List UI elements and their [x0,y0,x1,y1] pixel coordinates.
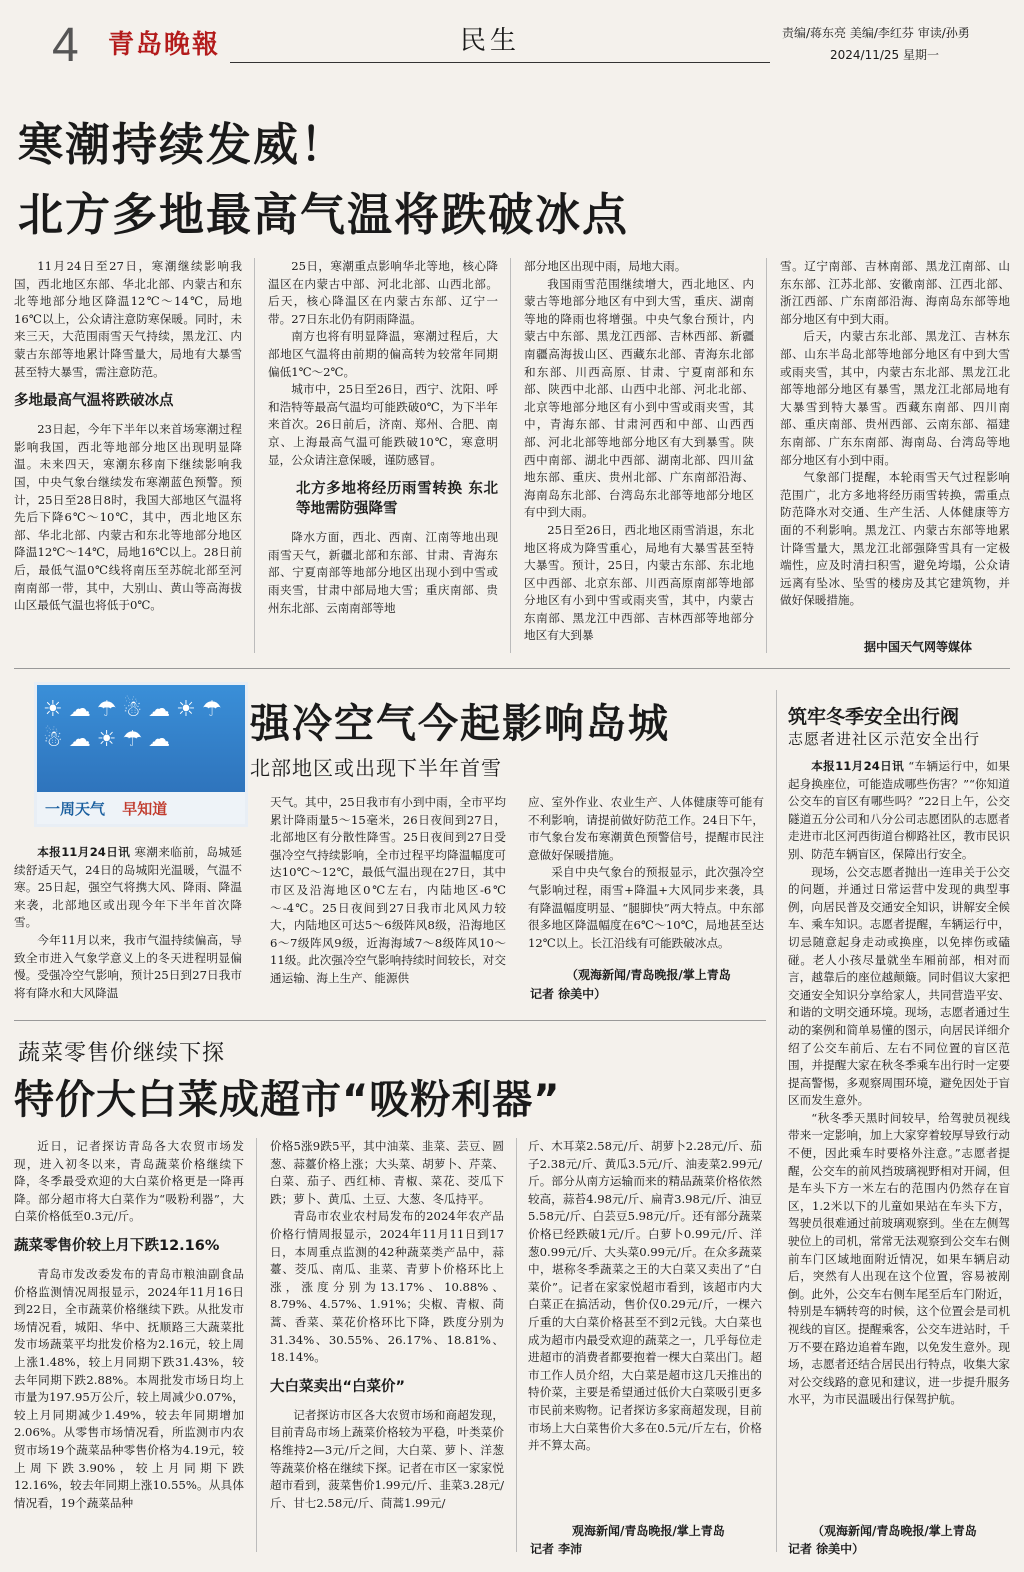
subheading: 大白菜卖出“白菜价” [270,1378,406,1395]
newspaper-logo: 青岛晚報 [108,30,221,60]
paragraph: 近日，记者探访青岛各大农贸市场发现，进入初冬以来，青岛蔬菜价格继续下降，冬季最受欢迎的大白菜价格更是一降再降。部分超市将大白菜作为“吸粉利器”，大白菜价格低至0.3元/斤。 [14,1139,244,1224]
paragraph: 雪。辽宁南部、吉林南部、黑龙江南部、山东东部、江苏北部、安徽南部、江西北部、浙江西部、广东南部沿海、海南岛东部等地部分地区有中到大雨。 [780,259,1010,326]
weather-icons: ☀☁☂☃☁☀☂☃☁☀☂☁ [43,697,228,752]
article1-headline-1: 寒潮持续发威！ [18,118,348,171]
article2-reporter: 记者 徐美中） [530,987,607,1001]
article4-source: 观海新闻/青岛晚报/掌上青岛 [572,1524,725,1538]
paragraph: 部分地区出现中雨，局地大雨。 [524,259,687,273]
paragraph: 25日，寒潮重点影响华北等地，核心降温区在内蒙古中部、河北北部、山西北部。后天，核心降温区在内蒙古东部、辽宁一带。27日东北仍有阴雨降温。 [268,259,498,326]
dateline: 本报11月24日讯 [37,845,131,859]
paragraph: 记者探访市区各大农贸市场和商超发现，目前青岛市场上蔬菜价格较为平稳，叶类菜价格维持2—3元/斤之间，大白菜、萝卜、洋葱等蔬菜价格在继续下探。记者在市区一家家悦超市看到，菠菜售价1.99元/斤、韭菜3.28元/斤、甘七2.58元/斤、茼蒿1.99元/ [270,1407,504,1510]
paragraph: 25日至26日，西北地区雨雪消退，东北地区将成为降雪重心，局地有大暴雪甚至特大暴雪。预计，25日，内蒙古东部、东北地区中西部、北京东部、川西高原南部等地部分地区有小到中雪或雨夹雪，其中，内蒙古东南部、黑龙江中西部、吉林西部等地部分地区有大到暴 [524,522,754,643]
paragraph: “车辆运行中，如果起身换座位，可能造成哪些伤害？”“你知道公交车的盲区有哪些吗？”22日上午，公交隧道五分公司和八分公司志愿团队的志愿者走进市北区河西街道台柳路社区，教市民识别、防范车辆盲区，保障出行安全。 [788,759,1010,861]
column-divider [776,690,777,1552]
article1-col-1 [14,258,242,658]
article4-reporter: 记者 李沛 [530,1542,583,1556]
weather-label-know: 早知道 [122,800,168,818]
article1-source: 据中国天气网等媒体 [864,640,973,654]
paragraph: 青岛市发改委发布的青岛市粮油副食品价格监测情况周报显示，2024年11月16日到22日，全市蔬菜价格继续下跌。从批发市场情况看，城阳、华中、抚顺路三大蔬菜批发市场蔬菜平均批发价格为2.16元，较上周上涨1.48%，较上月同期下跌31.43%，较去年同期下跌2.88%。本周批发市场日均上市量为197.95万公斤，较上周减少0.07%，较上月同期减少1.49%，较去年同期增加2.06%。从零售市场情况看，所监测市内农贸市场19个蔬菜品种零售价格为4.19元，较上周下跌3.90%，较上月同期下跌12.16%，较去年同期上涨10.55%。从具体情况看，19个蔬菜品种 [14,1266,244,1510]
paragraph: 天气。其中，25日我市有小到中雨，全市平均累计降雨量5～15毫米，26日夜间到27日，北部地区有分散性降雪。25日夜间到27日受强冷空气持续影响，全市过程平均降温幅度可达10℃～12℃，最低气温出现在27日，其中市区及沿海地区0℃左右，内陆地区-6℃～-4℃。25日夜间到27日我市北风风力较大，内陆地区可达5～6级阵风8级，沿海地区6～7级阵风9级，近海海域7～8级阵风10～11级。此次强冷空气影响持续时间较长，对交通运输、海上生产、能源供 [270,795,506,985]
paragraph: 寒潮来临前，岛城延续舒适天气，24日的岛城阳光温暖，气温不寒。25日起，强空气将携大风、降雨、降温来袭，北部地区或出现今年下半年首次降雪。 [14,845,242,930]
article2-col-2 [270,794,506,1004]
column-divider [516,1138,517,1552]
section-divider [14,668,1010,669]
section-title: 民生 [460,26,521,56]
paragraph: 城市中，25日至26日，西宁、沈阳、呼和浩特等最高气温均可能跌破0℃，为下半年来首次。26日前后，济南、郑州、合肥、南京、上海最高气温可能跌破10℃，寒意明显，公众请注意保暖，谨防感冒。 [268,382,498,467]
subheading: 多地最高气温将跌破冰点 [14,393,174,410]
paragraph: 23日起，今年下半年以来首场寒潮过程影响我国，西北等地部分地区出现明显降温。未来四天，寒潮东移南下继续影响我国，中央气象台继续发布寒潮蓝色预警。预计，25日至28日8时，我国大部地区气温将先后下降6℃～10℃，其中，西北地区东部、华北北部、内蒙古和东北等地部分地区降温12℃～14℃，局地16℃以上。28日前后，最低气温0℃线将南压至苏皖北部至河南南部一带，其中，大别山、黄山等高海拔山区最低气温也将低于0℃。 [14,422,242,613]
weather-card-label [37,792,245,824]
article4-col-2 [270,1138,504,1558]
subheading: 蔬菜零售价较上月下跌12.16% [14,1237,220,1254]
weather-card [34,682,248,827]
paragraph: 应、室外作业、农业生产、人体健康等可能有不利影响，请提前做好防范工作。24日下午，市气象台发布寒潮黄色预警信号，提醒市民注意做好保暖措施。 [528,795,764,862]
paragraph: 青岛市农业农村局发布的2024年农产品价格行情周报显示，2024年11月11日到17日，本周重点监测的42种蔬菜类产品中，蒜薹、茭瓜、南瓜、韭菜、青萝卜价格环比上涨，涨度分别为13.17%、10.88%、8.79%、4.57%、1.91%；尖椒、青椒、茼蒿、香菜、菜花价格环比下降，跌度分别为31.34%、30.55%、26.17%、18.81%、18.14%。 [270,1209,504,1365]
article2-subhead: 北部地区或出现下半年首雪 [250,756,502,780]
article1-col-2 [268,258,498,658]
paragraph: 11月24日至27日，寒潮继续影响我国，西北地区东部、华北北部、内蒙古和东北等地部分地区降温12℃～14℃，局地16℃以上，公众请注意防寒保暖。同时，未来三天，大范围雨雪天气持续，黑龙江、内蒙古东部等地累计降雪量大，局地有大暴雪甚至特大暴雪，需注意防范。 [14,259,242,379]
column-divider [766,258,767,653]
paragraph: 气象部门提醒，本轮雨雪天气过程影响范围广，北方多地将经历雨雪转换，需重点防范降水对交通、生产生活、人体健康等方面的不利影响。黑龙江、内蒙古东部等地累计降雪量大，黑龙江北部强降雪具有一定极端性，应及时清扫积雪，避免垮塌，公众请远离有坠冰、坠雪的楼房及其它建筑物，并做好保暖措施。 [780,470,1010,608]
column-divider [254,258,255,653]
editor-credits [782,22,1012,66]
paragraph: “秋冬季天黑时间较早，给驾驶员视线带来一定影响，加上大家穿着较厚导致行动不便，因此乘车时要格外注意。”志愿者提醒，公交车的前风挡玻璃视野相对开阔，但是车头下方一米左右的范围内仍然存在盲区，1.2米以下的儿童如果站在车头下方，驾驶员很难通过前玻璃观察到。坐在左侧驾驶位上的司机，常常无法观察到公交车右侧前车门区域地面附近情况，如果车辆启动后，突然有人出现在这个位置，容易被剐倒。此外，公交车右侧车尾至后车门附近，特别是车辆转弯的时候，这个位置会是司机视线的盲区。提醒乘客，公交车进站时，千万不要在路边追着车跑，以免发生意外。现场，志愿者还结合居民出行特点，收集大家对公交线路的意见和建议，进一步提升服务水平，为市民温暖出行保驾护航。 [788,1110,1010,1407]
article4-kicker: 蔬菜零售价继续下探 [18,1041,226,1066]
page-number: 4 [52,19,79,72]
article4-headline: 特价大白菜成超市“吸粉利器” [14,1077,561,1123]
paragraph: 今年11月以来，我市气温持续偏高，导致全市进入气象学意义上的冬天进程明显偏慢。受强冷空气影响，预计25日到27日我市将有降水和大风降温 [14,932,242,1000]
paragraph: 我国雨雪范围继续增大，西北地区、内蒙古等地部分地区有中到大雪，重庆、湖南等地的降雨也将增强。中央气象台预计，内蒙古中东部、黑龙江西部、吉林西部、新疆南疆高海拔山区、西藏东北部、青海东北部和东部、川西高原、甘肃、宁夏南部和东部、陕西中北部、山西中北部、河北北部、北京等地部分地区有小到中雪或雨夹雪，其中，青海东部、甘肃河西和中部、山西西部、河北北部等地部分地区有大到暴雪。陕西中南部、湖北中西部、湖南北部、四川盆地东部、重庆、贵州北部、广东南部沿海、海南岛东北部、台湾岛东北部等地部分地区有中到大雨。 [524,276,754,520]
paragraph: 后天，内蒙古东北部、黑龙江、吉林东部、山东半岛北部等地部分地区有中到大雪或雨夹雪，其中，内蒙古东北部、黑龙江北部等地部分地区有暴雪，黑龙江北部局地有大暴雪到特大暴雪。西藏东南部、四川南部、重庆南部、贵州西部、云南东部、福建东南部、广东东南部、海南岛、台湾岛等地部分地区有小到中雨。 [780,329,1010,467]
paragraph: 南方也将有明显降温，寒潮过程后，大部地区气温将由前期的偏高转为较常年同期偏低1℃～2℃。 [268,329,498,379]
article4-col-3 [528,1138,762,1518]
dateline: 本报11月24日讯 [811,759,905,773]
article1-headline-2: 北方多地最高气温将跌破冰点 [18,188,630,241]
column-divider [510,258,511,653]
article3-body [788,758,1010,1520]
article3-reporter: 记者 徐美中） [788,1542,865,1556]
article1-col-3 [524,258,754,658]
article2-col-1 [14,844,242,1004]
column-divider [256,1138,257,1552]
issue-date: 2024/11/25 星期一 [830,48,939,62]
paragraph: 价格5涨9跌5平，其中油菜、韭菜、芸豆、圆葱、蒜薹价格上涨；大头菜、胡萝卜、芹菜、白菜、茄子、西红柿、青椒、菜花、茭瓜下跌；萝卜、黄瓜、土豆、大葱、冬瓜持平。 [270,1139,504,1206]
weather-label-week: 一周天气 [45,800,106,818]
credits-line: 责编/蒋东亮 美编/李红芬 审读/孙勇 [782,26,970,40]
section-divider [14,1020,766,1021]
article4-col-1 [14,1138,244,1558]
paragraph: 斤、木耳菜2.58元/斤、胡萝卜2.28元/斤、茄子2.38元/斤、黄瓜3.5元/斤、油麦菜2.99元/斤。部分从南方运输而来的精品蔬菜价格依然较高，蒜苔4.98元/斤、扁青3.98元/斤、油豆5.58元/斤、白芸豆5.98元/斤。还有部分蔬菜价格已经跌破1元/斤。白萝卜0.99元/斤、洋葱0.99元/斤、大头菜0.99元/斤。在众多蔬菜中，堪称冬季蔬菜之王的大白菜又卖出了“白菜价”。记者在家家悦超市看到，该超市内大白菜正在搞活动，售价仅0.29元/斤，一棵六斤重的大白菜价格甚至不到2元钱。大白菜也成为超市内最受欢迎的蔬菜之一，几乎每位走进超市的消费者都要抱着一棵大白菜出门。超市工作人员介绍，大白菜是超市这几天推出的特价菜，主要是希望通过低价大白菜吸引更多市民前来购物。记者探访多家商超发现，目前市场上大白菜售价大多在0.5元/斤左右，价格并不算太高。 [528,1139,762,1453]
article1-col-4 [780,258,1010,638]
article2-source: （观海新闻/青岛晚报/掌上青岛 [566,968,731,982]
article2-col-3 [528,794,764,974]
paragraph: 采自中央气象台的预报显示，此次强冷空气影响过程，雨雪+降温+大风同步来袭，具有降温幅度明显、“腿脚快”两大特点。中东部很多地区降温幅度在6℃～10℃，局地甚至达12℃以上。长江沿线有可能跌破冰点。 [528,865,764,950]
article2-headline: 强冷空气今起影响岛城 [250,701,670,747]
masthead-rule [230,62,770,63]
subheading: 北方多地将经历雨雪转换 东北等地需防强降雪 [296,481,498,518]
article3-source: （观海新闻/青岛晚报/掌上青岛 [812,1524,977,1538]
article3-subhead: 志愿者进社区示范安全出行 [788,730,981,748]
paragraph: 现场，公交志愿者抛出一连串关于公交的问题，并通过日常运营中发现的典型事例，向居民普及交通安全知识，讲解安全候车、乘车知识。志愿者提醒，车辆运行中，切忌随意起身走动或换座，以免摔伤或磕碰。老人小孩尽量就坐车厢前部，相对而言，越靠后的座位越颠簸。同时倡议大家把交通安全知识分享给家人，共同营造平安、和谐的文明交通环境。现场，志愿者通过生动的案例和简单易懂的图示，向居民详细介绍了公交车前后、左右不同位置的盲区范围，并提醒大家在秋冬季乘车出行时一定要提高警惕，多观察周围环境，避免因处于盲区而发生意外。 [788,864,1010,1108]
article3-headline: 筑牢冬季安全出行阀 [788,706,960,728]
paragraph: 降水方面，西北、西南、江南等地出现雨雪天气，新疆北部和东部、甘肃、青海东部、宁夏南部等地部分地区出现小到中雪或雨夹雪，甘肃中部局地大雪；重庆南部、贵州东北部、云南南部等地 [268,530,498,615]
